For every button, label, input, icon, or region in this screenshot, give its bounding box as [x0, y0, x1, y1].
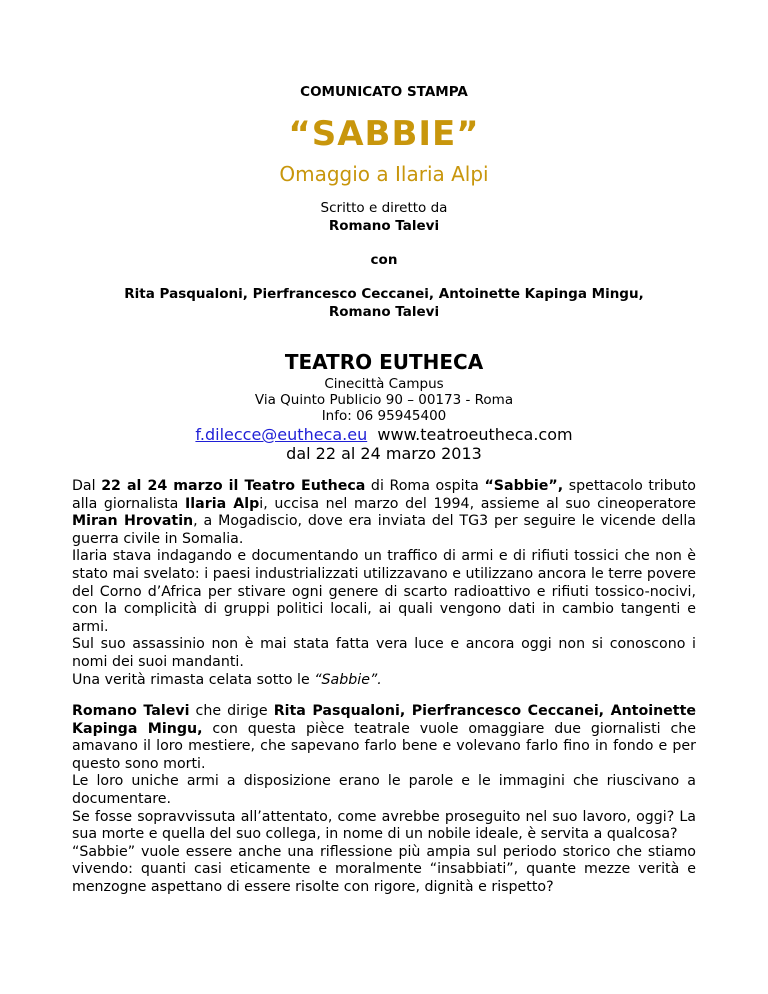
cast-line-1: Rita Pasqualoni, Pierfrancesco Ceccanei, Antoinette Kapinga Mingu, — [124, 286, 644, 302]
show-title: “SABBIE” — [288, 114, 480, 154]
show-subtitle: Omaggio a Ilaria Alpi — [279, 162, 489, 186]
paragraph-1-line-4: Una verità rimasta celata sotto le “Sabbie”. — [72, 671, 382, 688]
paragraph-2-line-2: Le loro uniche armi a disposizione erano le parole e le immagini che riuscivano a documentare. — [72, 773, 696, 807]
written-by-label: Scritto e diretto da — [320, 200, 448, 216]
show-dates: dal 22 al 24 marzo 2013 — [286, 444, 482, 463]
venue-info-phone: Info: 06 95945400 — [321, 408, 447, 424]
website-text: www.teatroeutheca.com — [377, 425, 573, 444]
paragraph-1-line-3: Sul suo assassinio non è mai stata fatta vera luce e ancora oggi non si conoscono i nomi dei suoi mandanti. — [72, 636, 696, 670]
email-link[interactable]: f.dilecce@eutheca.eu — [195, 425, 368, 444]
with-label: con — [370, 252, 398, 268]
venue-address: Via Quinto Publicio 90 – 00173 - Roma — [254, 392, 514, 408]
venue-name: TEATRO EUTHECA — [284, 350, 484, 374]
venue-contacts — [0, 425, 768, 444]
paragraph-1 — [72, 478, 696, 689]
paragraph-2-line-3: Se fosse sopravvissuta all’attentato, come avrebbe proseguito nel suo lavoro, oggi? La sua morte e quella del suo collega, in nome di un nobile ideale, è servita a qualcosa? — [72, 808, 696, 843]
venue-place: Cinecittà Campus — [324, 376, 444, 392]
press-release-label: COMUNICATO STAMPA — [300, 84, 468, 100]
author-name: Romano Talevi — [328, 218, 440, 234]
cast-line-2: Romano Talevi — [328, 304, 440, 320]
paragraph-1-intro: Dal 22 al 24 marzo il Teatro Eutheca di Roma ospita “Sabbie”, spettacolo tributo alla giornalista Ilaria Alpi, uccisa nel marzo del 1994, assieme al suo cineoperatore Miran Hrovatin, a Mogadiscio, dove era inviata del TG3 per seguire le vicende della guerra civile in Somalia. — [72, 478, 696, 547]
paragraph-2-line-4: “Sabbie” vuole essere anche una riflessione più ampia sul periodo storico che stiamo vivendo: quanti casi eticamente e moralmente “insabbiati”, quante mezze verità e menzogne aspettano di essere risolte con rigore, dignità e rispetto? — [72, 843, 696, 895]
paragraph-1-line-2: Ilaria stava indagando e documentando un traffico di armi e di rifiuti tossici che non è stato mai svelato: i paesi industrializzati utilizzavano e utilizzano ancora le terre povere del Corno d’Africa per stivare ogni genere di scarto radioattivo e rifiuti tossico-nocivi, con la complicità di gruppi politici locali, ai quali vengono dati in cambio tangenti e armi. — [72, 548, 696, 635]
paragraph-2-intro: Romano Talevi che dirige Rita Pasqualoni, Pierfrancesco Ceccanei, Antoinette Kapinga Mingu, con questa pièce teatrale vuole omaggiare due giornalisti che amavano il loro mestiere, che sapevano farlo bene e volevano farlo fino in fondo e per questo sono morti. — [72, 703, 696, 772]
paragraph-2 — [72, 703, 696, 897]
